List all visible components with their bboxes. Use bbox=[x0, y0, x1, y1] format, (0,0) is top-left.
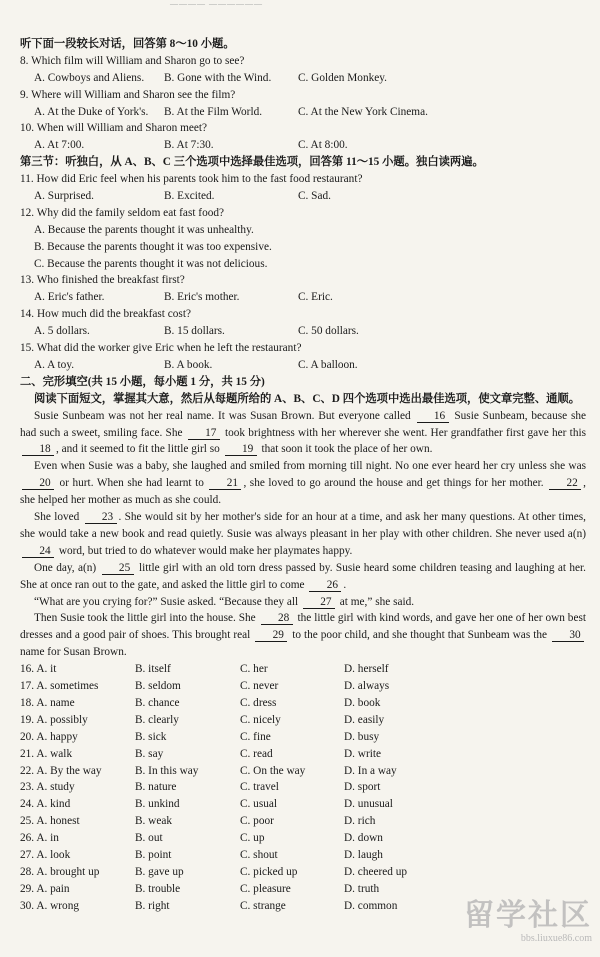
q13-option-b: B. Eric's mother. bbox=[164, 291, 240, 304]
answer-row: 22. A. By the way B. In this way C. On the way D. In a way bbox=[20, 764, 397, 777]
q8-option-c: C. Golden Monkey. bbox=[298, 71, 388, 84]
q14-option-a: A. 5 dollars. bbox=[34, 325, 90, 338]
blank-18: 18 bbox=[22, 443, 54, 456]
q14-options bbox=[20, 323, 586, 340]
watermark-url: bbs.liuxue86.com bbox=[520, 933, 592, 944]
q10-options bbox=[20, 137, 586, 154]
q10-option-a: A. At 7:00. bbox=[34, 139, 85, 152]
q9-options bbox=[20, 104, 586, 121]
q15-option-a: A. A toy. bbox=[34, 358, 75, 371]
q12-option-b: B. Because the parents thought it was too expensive. bbox=[34, 240, 272, 253]
answer-row: 29. A. pain B. trouble C. pleasure D. truth bbox=[20, 882, 380, 895]
answer-row: 21. A. walk B. say C. read D. write bbox=[20, 747, 382, 760]
blank-20: 20 bbox=[22, 477, 54, 490]
q15-stem: 15. What did the worker give Eric when he left the restaurant? bbox=[20, 342, 302, 355]
q12-option-a: A. Because the parents thought it was unhealthy. bbox=[34, 223, 254, 236]
answer-row: 20. A. happy B. sick C. fine D. busy bbox=[20, 730, 380, 743]
q12-option-c: C. Because the parents thought it was not delicious. bbox=[34, 257, 268, 270]
blank-24: 24 bbox=[22, 545, 54, 558]
q9-option-b: B. At the Film World. bbox=[164, 105, 263, 118]
answer-row: 27. A. look B. point C. shout D. laugh bbox=[20, 849, 383, 861]
q13-option-a: A. Eric's father. bbox=[34, 291, 105, 304]
q9-option-c: C. At the New York Cinema. bbox=[298, 105, 428, 118]
passage-paragraph-1: Susie Sunbeam was not her real name. It was Susan Brown. But everyone called 16 Susie Sunbeam, because she had such a sweet, smiling face. She 17 took brightness with her wherever she went. Her grandfather first gave her this 18 , and it seemed to fit the little girl so 19 that soon it took the place of her own. bbox=[20, 409, 587, 456]
q14-option-b: B. 15 dollars. bbox=[164, 325, 225, 338]
q11-option-b: B. Excited. bbox=[164, 190, 215, 203]
page-header: ———— —————— bbox=[170, 0, 263, 8]
q13-stem: 13. Who finished the breakfast first? bbox=[20, 274, 185, 287]
q9-option-a: A. At the Duke of York's. bbox=[34, 105, 149, 118]
passage-paragraph-4: One day, a(n) 25 little girl with an old torn dress passed by. Susie heard some children teasing and laughing at her. She at once ran out to the gate, and asked the little girl to come 26 . bbox=[20, 561, 587, 591]
cloze-answer-options bbox=[20, 661, 586, 914]
q13-options bbox=[20, 289, 586, 306]
q8-stem: 8. Which film will William and Sharon go to see? bbox=[20, 54, 245, 67]
passage-paragraph-2: Even when Susie was a baby, she laughed and smiled from morning till night. No one ever heard her cry unless she was 20 or hurt. When she had learnt to 21 , she loved to go around the house and get things for her mother. 22 , she helped her mother as much as she could. bbox=[20, 460, 586, 507]
q14-stem: 14. How much did the breakfast cost? bbox=[20, 308, 191, 321]
cloze-heading: 二、完形填空(共 15 小题，每小题 1 分，共 15 分) bbox=[20, 375, 265, 388]
blank-17: 17 bbox=[188, 427, 220, 440]
site-watermark bbox=[432, 899, 592, 951]
answer-row: 26. A. in B. out C. up D. down bbox=[20, 832, 383, 845]
watermark-logo-text: 留学社区 bbox=[464, 899, 592, 932]
blank-27: 27 bbox=[303, 596, 335, 609]
listening-intro: 听下面一段较长对话，回答第 8～10 小题。 bbox=[20, 38, 235, 50]
blank-19: 19 bbox=[225, 443, 257, 456]
q11-option-c: C. Sad. bbox=[298, 190, 331, 203]
q14-option-c: C. 50 dollars. bbox=[298, 325, 359, 338]
q12-stem: 12. Why did the family seldom eat fast food? bbox=[20, 206, 225, 219]
answer-row: 28. A. brought up B. gave up C. picked up D. cheered up bbox=[20, 865, 408, 878]
blank-22: 22 bbox=[549, 477, 581, 490]
blank-16: 16 bbox=[417, 410, 449, 423]
q10-option-c: C. At 8:00. bbox=[298, 139, 348, 152]
blank-30: 30 bbox=[552, 629, 584, 642]
answer-row: 23. A. study B. nature C. travel D. sport bbox=[20, 781, 381, 794]
q13-option-c: C. Eric. bbox=[298, 291, 333, 304]
answer-row: 24. A. kind B. unkind C. usual D. unusual bbox=[20, 798, 393, 811]
q8-option-a: A. Cowboys and Aliens. bbox=[34, 71, 145, 84]
q15-option-b: B. A book. bbox=[164, 358, 213, 371]
q15-options bbox=[20, 357, 586, 374]
q10-stem: 10. When will William and Sharon meet? bbox=[20, 122, 208, 135]
q11-options bbox=[20, 188, 586, 205]
exam-content bbox=[20, 36, 586, 915]
answer-row: 18. A. name B. chance C. dress D. book bbox=[20, 696, 381, 709]
q8-options bbox=[20, 70, 586, 87]
passage-paragraph-6: Then Susie took the little girl into the house. She 28 the little girl with kind words, and gave her one of her own best dresses and a good pair of shoes. This brought real 29 to the poor child, and she thought that Sunbeam was the 30 name for Susan Brown. bbox=[20, 612, 587, 659]
blank-26: 26 bbox=[309, 579, 341, 592]
passage-paragraph-5: “What are you crying for?” Susie asked. “Because they all 27 at me,” she said. bbox=[34, 595, 415, 608]
q10-option-b: B. At 7:30. bbox=[164, 139, 214, 152]
answer-row: 30. A. wrong B. right C. strange D. common bbox=[20, 899, 398, 912]
blank-21: 21 bbox=[209, 477, 241, 490]
q15-option-c: C. A balloon. bbox=[298, 358, 358, 371]
q8-option-b: B. Gone with the Wind. bbox=[164, 71, 272, 84]
answer-row: 17. A. sometimes B. seldom C. never D. always bbox=[20, 680, 390, 693]
answer-row: 25. A. honest B. weak C. poor D. rich bbox=[20, 815, 376, 828]
answer-row: 19. A. possibly B. clearly C. nicely D. easily bbox=[20, 713, 385, 726]
blank-28: 28 bbox=[261, 612, 293, 625]
blank-25: 25 bbox=[102, 562, 134, 575]
section3-intro: 第三节：听独白，从 A、B、C 三个选项中选择最佳选项，回答第 11～15 小题。独白读两遍。 bbox=[20, 156, 484, 169]
q11-stem: 11. How did Eric feel when his parents took him to the fast food restaurant? bbox=[20, 173, 363, 186]
blank-29: 29 bbox=[255, 629, 287, 642]
q11-option-a: A. Surprised. bbox=[34, 190, 94, 203]
blank-23: 23 bbox=[85, 511, 117, 524]
passage-paragraph-3: She loved 23 . She would sit by her mother's side for an hour at a time, and ask her many questions. At other times, she would take a new book and read quietly. Susie was always pleasant in her play with other children. She never used a(n) 24 word, but tried to do whatever would make her playmates happy. bbox=[20, 511, 586, 557]
q9-stem: 9. Where will William and Sharon see the film? bbox=[20, 88, 236, 101]
cloze-instruction: 阅读下面短文，掌握其大意，然后从每题所给的 A、B、C、D 四个选项中选出最佳选项，使文章完整、通顺。 bbox=[34, 392, 581, 405]
answer-row: 16. A. it B. itself C. her D. herself bbox=[20, 663, 389, 676]
